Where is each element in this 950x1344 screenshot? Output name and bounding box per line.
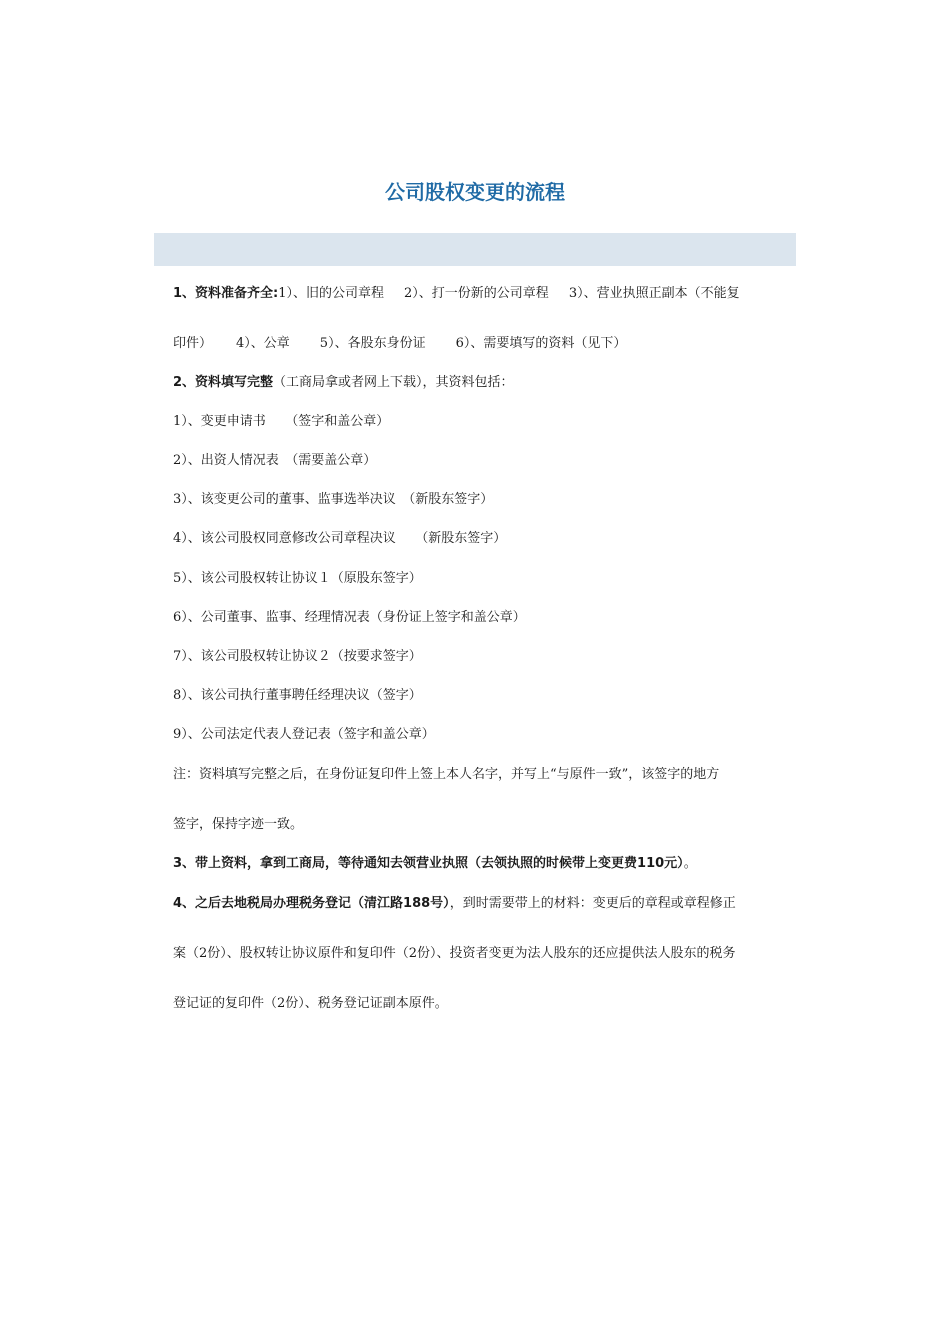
- s2-note-line-2: 签字，保持字迹一致。: [173, 817, 304, 832]
- section-4-line-1: [173, 895, 793, 913]
- section-4-line-1-rest: ，到时需要带上的材料：变更后的章程或章程修正: [449, 896, 736, 911]
- header-band: [154, 233, 796, 266]
- section-1-line-2: [173, 335, 793, 353]
- s1-item-5: 5）、各股东身份证: [319, 336, 426, 351]
- section-1-line-1: [173, 285, 793, 303]
- section-4-line-3: 登记证的复印件（2份）、税务登记证副本原件。: [173, 996, 448, 1011]
- document-title: 公司股权变更的流程: [385, 180, 565, 204]
- section-2-intro: （工商局拿或者网上下载），其资料包括：: [273, 375, 514, 390]
- section-3-line: [173, 855, 793, 873]
- s2-list-item: 6）、公司董事、监事、经理情况表（身份证上签字和盖公章）: [173, 610, 526, 625]
- s1-item-1: 1）、旧的公司章程: [278, 286, 385, 301]
- s1-item-4: 4）、公章: [236, 336, 290, 351]
- s2-list-item: 1）、变更申请书 （签字和盖公章）: [173, 414, 390, 429]
- s2-list-item: 4）、该公司股权同意修改公司章程决议 （新股东签字）: [173, 531, 507, 546]
- s1-item-6: 6）、需要填写的资料（见下）: [455, 336, 627, 351]
- s1-item-3: 3）、营业执照正副本（不能复: [568, 286, 740, 301]
- s2-list-item: 7）、该公司股权转让协议２（按要求签字）: [173, 649, 422, 664]
- s2-list-item: 3）、该变更公司的董事、监事选举决议 （新股东签字）: [173, 492, 494, 507]
- s2-list-item: 9）、公司法定代表人登记表（签字和盖公章）: [173, 727, 435, 742]
- s2-note-line-1: 注：资料填写完整之后，在身份证复印件上签上本人名字，并写上“与原件一致”，该签字的地方: [173, 767, 720, 782]
- s2-list-item: 8）、该公司执行董事聘任经理决议（签字）: [173, 688, 422, 703]
- section-3-text: 3、带上资料，拿到工商局，等待通知去领营业执照（去领执照的时候带上变更费110元）: [173, 856, 684, 871]
- s1-item-2: 2）、打一份新的公司章程: [404, 286, 549, 301]
- s2-list-item: 5）、该公司股权转让协议１（原股东签字）: [173, 571, 422, 586]
- section-3-tail: 。: [683, 856, 697, 871]
- section-2-heading: 2、资料填写完整: [173, 375, 274, 390]
- section-1-heading: 1、资料准备齐全:: [173, 286, 279, 301]
- section-4-heading: 4、之后去地税局办理税务登记（清江路188号）: [173, 896, 450, 911]
- s1-item-3-cont: 印件）: [173, 336, 213, 351]
- section-2-intro-line: [173, 374, 793, 392]
- s2-list-item: 2）、出资人情况表 （需要盖公章）: [173, 453, 377, 468]
- section-4-line-2: 案（2份）、股权转让协议原件和复印件（2份）、投资者变更为法人股东的还应提供法人股东的税务: [173, 946, 736, 961]
